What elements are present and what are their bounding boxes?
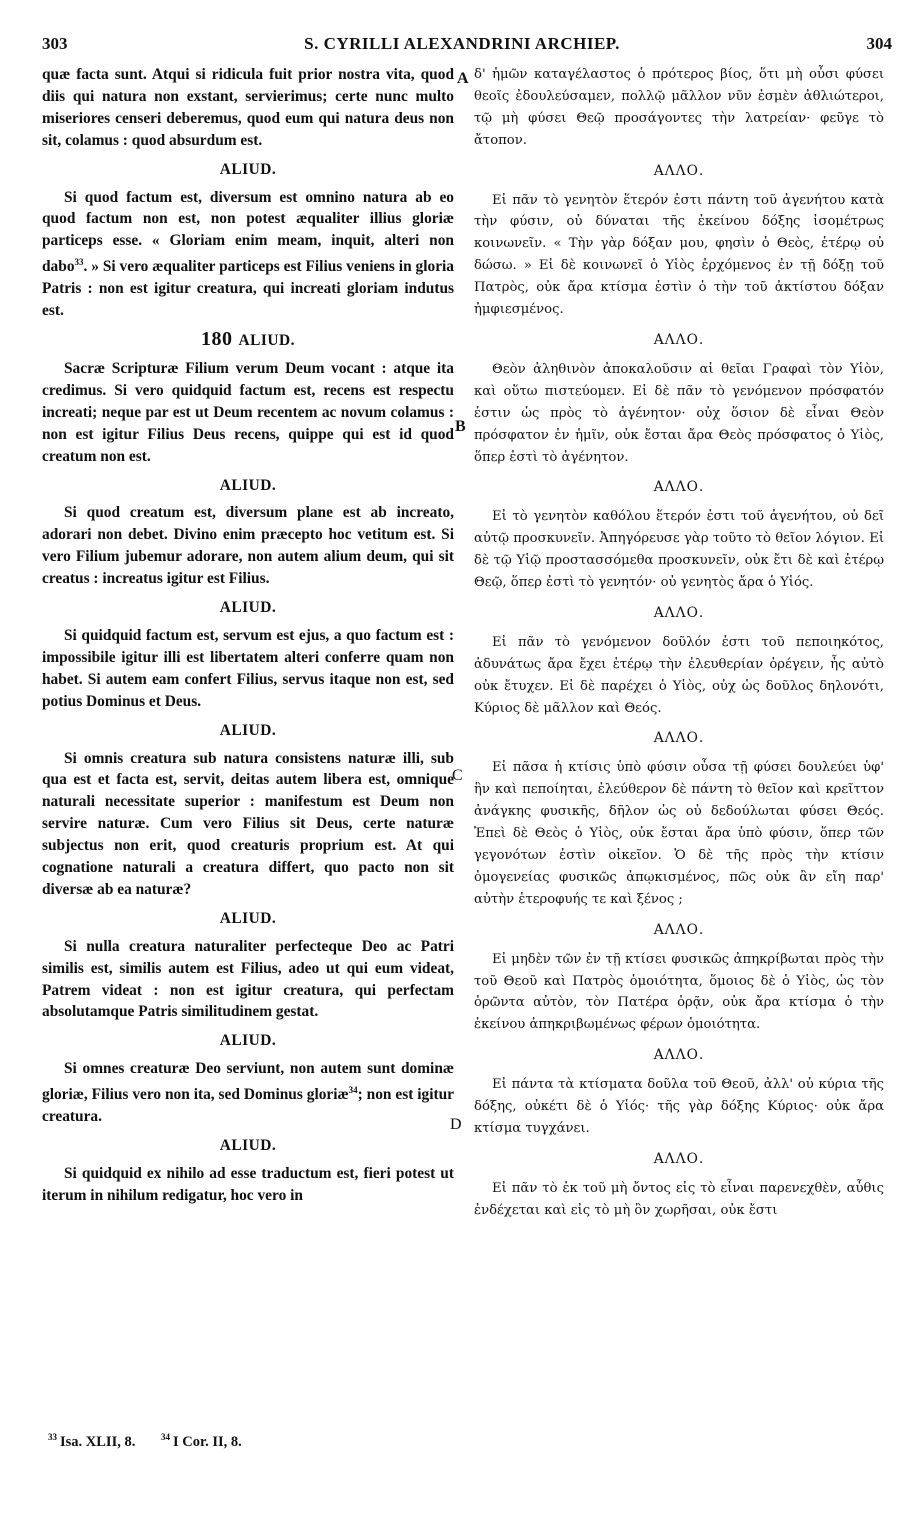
margin-marker-b: B: [455, 418, 466, 435]
greek-heading: ΑΛΛΟ.: [653, 730, 705, 747]
latin-paragraph: Si quod creatum est, diversum plane est ab increato, adorari non debet. Divino enim præcepto hoc vetitum est. Si vero Filium jubemur adorare, non autem alium deum, qui sit creatus : increatus igitur est Filius.: [42, 504, 454, 588]
page-number-right: 304: [866, 34, 892, 53]
latin-heading: ALIUD.: [219, 721, 277, 739]
footnote-text: Isa. XLII, 8.: [60, 1433, 136, 1450]
latin-heading: ALIUD.: [219, 909, 277, 927]
latin-text: ; non est igitur creatura.: [42, 1086, 454, 1126]
margin-marker-a: A: [457, 70, 469, 87]
footnote-text: I Cor. II, 8.: [172, 1433, 242, 1450]
greek-paragraph: Εἰ πάντα τὰ κτίσματα δοῦλα τοῦ Θεοῦ, ἀλλ' οὐ κύρια τῆς δόξης, οὐκέτι δὲ ὁ Υἱός· τῆς γὰρ δόξης Κύριος· οὐκ ἄρα κτίσμα τυγχάνει.: [474, 1077, 884, 1136]
greek-heading: ΑΛΛΟ.: [653, 1047, 705, 1064]
greek-paragraph: Εἰ τὸ γενητὸν καθόλου ἕτερόν ἐστι τοῦ ἀγενήτου, οὐ δεῖ αὐτῷ προσκυνεῖν. Ἀπηγόρευσε γὰρ τοῦτο τὸ θεῖον λόγιον. Εἰ δὲ τῷ Υἱῷ προστασσόμεθα προσκυνεῖν, οὐκ ἔτι δὲ καὶ ἑτέρῳ Θεῷ, ὅπερ ἐστὶ τὸ γενητόν· οὐ γενητὸς ἄρα ὁ Υἱός.: [474, 509, 884, 591]
column-number: 180: [201, 328, 233, 351]
latin-paragraph: quæ facta sunt. Atqui si ridicula fuit prior nostra vita, quod diis qui natura non exstant, servierimus; certe nunc multo miseriores censeri deberemus, quod eum qui natura deus non sit, colamus : quod absurdum est.: [42, 66, 454, 149]
running-title: S. CYRILLI ALEXANDRINI ARCHIEP.: [304, 34, 620, 53]
latin-heading: [42, 329, 454, 352]
latin-paragraph: [42, 1058, 454, 1128]
greek-paragraph: Εἰ πᾶν τὸ γενητὸν ἕτερόν ἐστι πάντη τοῦ ἀγενήτου κατὰ τὴν φύσιν, οὐ δύναται τῆς ἐκείνου δόξης ἰσομέτρως κοινωνεῖν. « Τὴν γὰρ δόξαν μου, φησὶν ὁ Θεὸς, ἑτέρῳ οὐ δώσω. » Εἰ δὲ κοινωνεῖ ὁ Υἱὸς ἐρχόμενος ἐν τῇ δόξῃ τοῦ Πατρὸς, οὐκ ἄρα κτίσμα ἐστὶν ὁ τὴν τοῦ ἀκτίστου δόξαν ἠμφιεσμένος.: [474, 192, 884, 318]
latin-heading-text: ALIUD.: [238, 332, 295, 350]
latin-paragraph: [42, 187, 454, 323]
latin-paragraph: Si quidquid factum est, servum est ejus, a quo factum est : impossibile igitur illi est libertatem alteri conferre quam non habet. Si autem eam confert Filius, servus itaque non est, sed potius Dominus et Deus.: [42, 626, 454, 710]
greek-paragraph: Εἰ πᾶν τὸ ἐκ τοῦ μὴ ὄντος εἰς τὸ εἶναι παρενεχθὲν, αὖθις ἐνδέχεται καὶ εἰς τὸ μὴ ὂν χωρῆσαι, οὐκ ἔστι: [474, 1180, 884, 1218]
greek-heading: ΑΛΛΟ.: [653, 479, 705, 496]
greek-paragraph: Θεὸν ἀληθινὸν ἀποκαλοῦσιν αἱ θεῖαι Γραφαὶ τὸν Υἱὸν, καὶ οὕτω πιστεύομεν. Εἰ δὲ πᾶν τὸ γενόμενον πρόσφατόν ἐστιν ὡς πρὸς τὸ ἀγένητον· οὐχ ὅσιον δὲ εἶναι Θεὸν πρόσφατον ἐν ἡμῖν, οὐκ ἔσται ἄρα Θεὸς πρόσφατος ὁ Υἱὸς, ὅπερ ἐστὶ τὸ ἀγένητον.: [474, 361, 884, 465]
margin-marker-d: D: [450, 1116, 462, 1133]
latin-column: [42, 64, 454, 1207]
greek-column: [474, 64, 884, 1222]
footnote: [161, 1434, 242, 1450]
greek-paragraph: Εἰ πᾶσα ἡ κτίσις ὑπὸ φύσιν οὖσα τῇ φύσει δουλεύει ὑφ' ἣν καὶ πεποίηται, ἐλεύθερον δὲ πάντη τὸ θεῖον καὶ κρεῖττον ἀνάγκης φυσικῆς, δῆλον ὡς οὐ δεδούλωται φύσει Θεός. Ἐπεὶ δὲ Θεὸς ὁ Υἱὸς, οὐκ ἔσται ἄρα ὑπὸ φύσιν, ὅπερ τῶν γεγονότων ἐστὶν οἰκεῖον. Ὁ δὲ τῆς πρὸς τὴν κτίσιν ὁμογενείας φυσικῶς ἀπῳκισμένος, πῶς οὐκ ἂν εἴη παρ' αὐτὴν ἑτεροφυής τε καὶ ξένος ;: [474, 760, 884, 907]
footnote-ref: 34: [348, 1085, 358, 1096]
greek-heading: ΑΛΛΟ.: [653, 604, 705, 621]
latin-heading: ALIUD.: [219, 1137, 277, 1155]
latin-heading: ALIUD.: [219, 476, 277, 494]
latin-paragraph: Si quidquid ex nihilo ad esse traductum est, fieri potest ut iterum in nihilum redigatur, hoc vero in: [42, 1165, 454, 1204]
latin-heading: ALIUD.: [219, 160, 277, 178]
footnote: [48, 1434, 135, 1450]
page-number-left: 303: [42, 34, 68, 53]
footnotes: [48, 1432, 264, 1451]
latin-heading: ALIUD.: [219, 599, 277, 617]
latin-heading: ALIUD.: [219, 1032, 277, 1050]
latin-paragraph: Si omnis creatura sub natura consistens naturæ illi, sub qua est et facta est, servit, deitas autem libera est, omnique naturali necessitate superior : manifestum est Deum non servire naturæ. Cum vero Filius sit Deus, certe naturæ subjectus non erit, quod creaturis proprium est. At qui cognatione naturali a creatura differt, quo pacto non sit diversæ ab ea naturæ?: [42, 749, 454, 898]
greek-paragraph: Εἰ πᾶν τὸ γενόμενον δοῦλόν ἐστι τοῦ πεποιηκότος, ἀδυνάτως ἄρα ἔχει ἑτέρῳ τὴν ἐλευθερίαν ὀρέγειν, ἧς αὐτὸ οὐκ ἔτυχεν. Εἰ δὲ παρέχει ὁ Υἱὸς, οὐχ ὡς δοῦλος δηλονότι, Κύριος δὲ μᾶλλον καὶ Θεός.: [474, 634, 884, 716]
greek-heading: ΑΛΛΟ.: [653, 921, 705, 938]
greek-heading: ΑΛΛΟ.: [653, 331, 705, 348]
footnote-number: 34: [160, 1432, 170, 1442]
latin-text: Si omnes creaturæ Deo serviunt, non autem sunt dominæ gloriæ, Filius vero non ita, sed Dominus gloriæ: [42, 1060, 454, 1104]
page-header: [0, 0, 924, 60]
greek-paragraph: δ' ἡμῶν καταγέλαστος ὁ πρότερος βίος, ὅτι μὴ οὖσι φύσει θεοῖς ἐδουλεύσαμεν, πολλῷ μᾶλλον νῦν ἐσμὲν ἀθλιώτεροι, τῷ μὴ φύσει Θεῷ προσάγοντες τὴν λατρείαν· φεῦγε τὸ ἄτοπον.: [474, 67, 884, 148]
footnote-ref: 33: [74, 257, 84, 268]
latin-paragraph: Si nulla creatura naturaliter perfecteque Deo ac Patri similis est, similis autem est Filius, adeo ut qui eum videat, Patrem videat : non est igitur creatura, qui perfectam absolutamque Patris similitudinem gestat.: [42, 937, 454, 1021]
latin-paragraph: Sacræ Scripturæ Filium verum Deum vocant : atque ita credimus. Si vero quidquid factum est, recens est respectu increati; neque par est ut Deum recentem ac novum colamus : non est igitur Filius Deus recens, quippe qui est id quod creatum non est.: [42, 360, 454, 465]
greek-paragraph: Εἰ μηδὲν τῶν ἐν τῇ κτίσει φυσικῶς ἀπηκρίβωται πρὸς τὴν τοῦ Θεοῦ καὶ Πατρὸς ὁμοιότητα, ὅμοιος δὲ ὁ Υἱὸς, ὡς τὸν ὁρῶντα αὐτὸν, τὸν Πατέρα ὁρᾷν, οὐκ ἄρα κτίσμα ὁ τὴν ἐκείνου ἀπηκριβωμένως φέρων ὁμοιότητα.: [474, 951, 884, 1033]
margin-marker-c: C: [452, 767, 463, 784]
greek-heading: ΑΛΛΟ.: [653, 162, 705, 179]
greek-heading: ΑΛΛΟ.: [653, 1150, 705, 1167]
latin-text: Si quod factum est, diversum est omnino natura ab eo quod factum non est, non potest æqualiter illius gloriæ particeps esse. « Gloriam enim meam, inquit, alteri non dabo: [42, 188, 454, 276]
latin-text: . » Si vero æqualiter particeps est Filius veniens in gloria Patris : non est igitur creatura, qui increati gloriam indutus est.: [42, 258, 454, 320]
footnote-number: 33: [48, 1432, 57, 1442]
